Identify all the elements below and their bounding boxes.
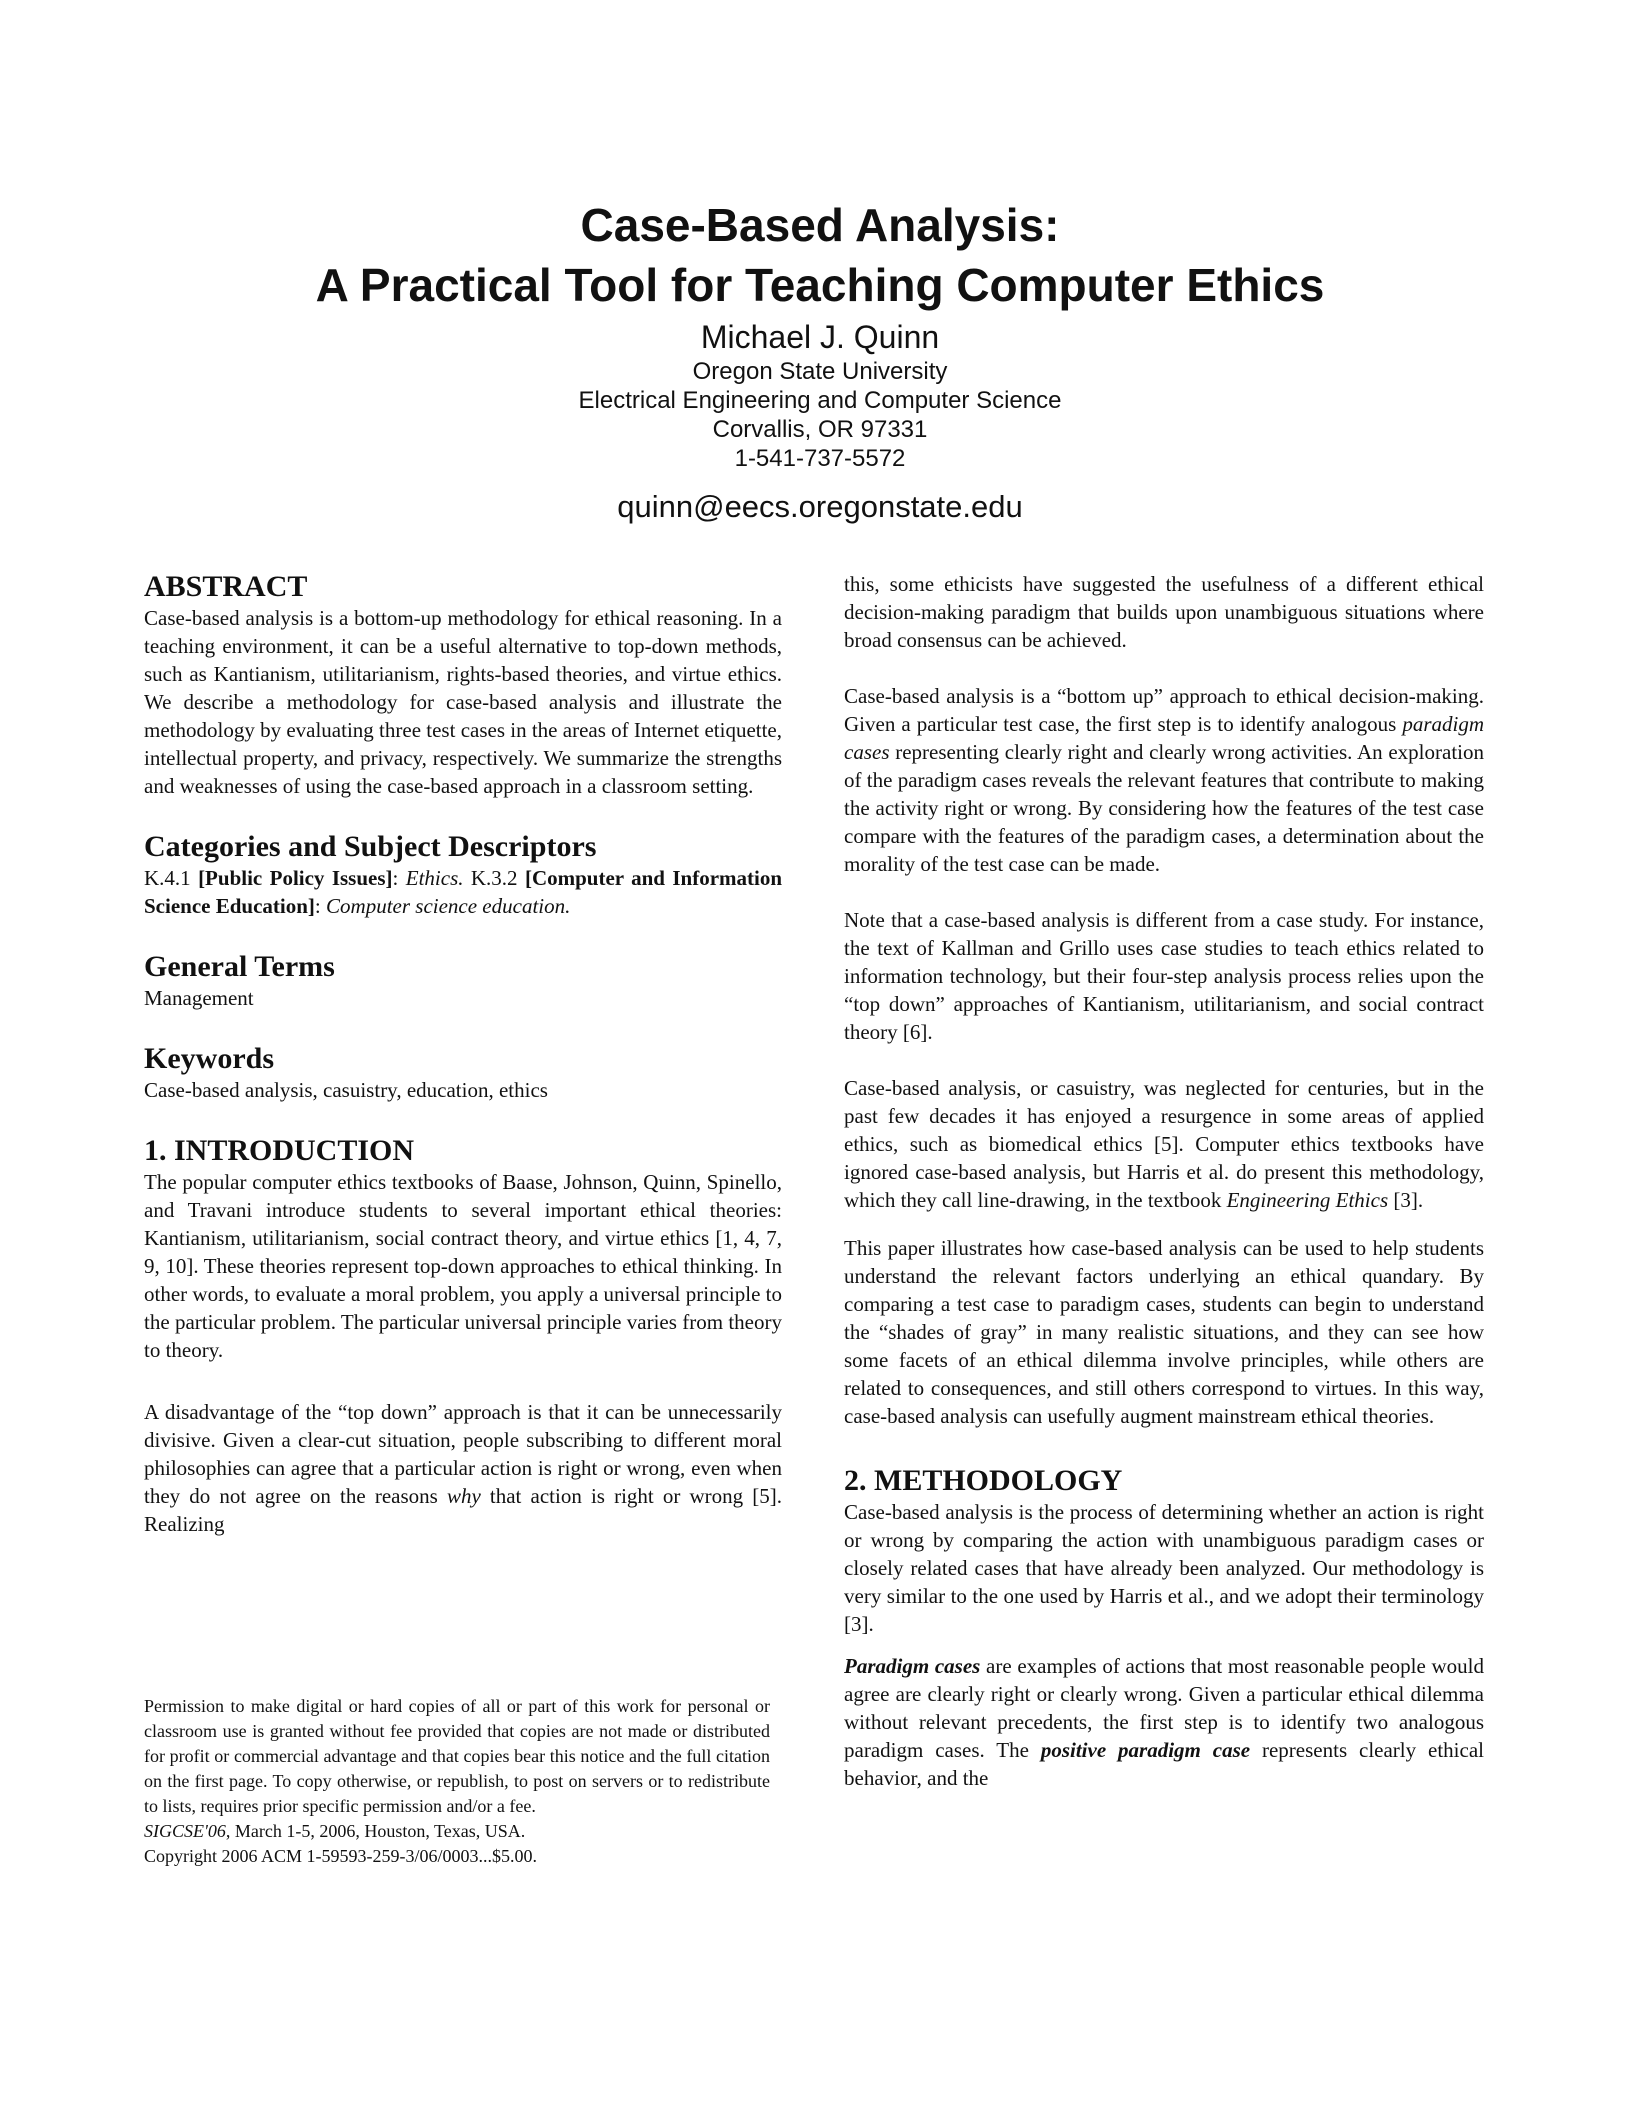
left-column — [144, 570, 782, 1538]
conference-details: , March 1-5, 2006, Houston, Texas, USA. — [225, 1821, 526, 1841]
general-terms-section — [144, 950, 782, 1012]
right-paragraph-4 — [844, 1074, 1484, 1214]
keywords-heading: Keywords — [144, 1042, 274, 1075]
abstract-section — [144, 570, 782, 800]
introduction-paragraph-2-emphasis: why — [446, 1484, 481, 1508]
author-department: Electrical Engineering and Computer Science — [578, 387, 1062, 414]
introduction-heading: 1. INTRODUCTION — [144, 1134, 415, 1167]
introduction-paragraph-2-text-a: A disadvantage of the “top down” approach is that it can be unnecessarily divisive. Given a clear-cut situation, people subscribing to different moral philosophies can agree that a particular action is right or wrong, even when they do not agree on the reasons — [144, 1400, 782, 1508]
methodology-section — [844, 1464, 1484, 1792]
permission-notice — [144, 1694, 770, 1869]
introduction-section — [144, 1134, 782, 1538]
right-paragraph-2-text-b: representing clearly right and clearly wrong activities. An exploration of the paradigm cases reveals the relevant features that contribute to making the activity right or wrong. By considering how the features of the test case compare with the features of the paradigm cases, a determination about the morality of the test case can be made. — [844, 740, 1484, 876]
right-column — [844, 570, 1484, 1792]
category-separator-2: : — [314, 894, 327, 918]
general-terms-text: Management — [144, 986, 254, 1010]
category-label-1: [Public Policy Issues] — [198, 866, 393, 890]
introduction-paragraph-2 — [144, 1398, 782, 1538]
keywords-section — [144, 1042, 782, 1104]
right-paragraph-3: Note that a case-based analysis is different from a case study. For instance, the text of Kallman and Grillo uses case studies to teach ethics related to information technology, but their four-step analysis process relies upon the “top down” approaches of Kantianism, utilitarianism, and social contract theory [6]. — [844, 908, 1484, 1044]
methodology-paragraph-2-text-b: represents clearly ethical behavior, and the — [844, 1738, 1484, 1790]
right-paragraph-5: This paper illustrates how case-based analysis can be used to help students understand the relevant factors underlying an ethical quandary. By comparing a test case to paradigm cases, students can begin to understand the “shades of gray” in many realistic situations, and they can see how some facets of an ethical dilemma involve principles, while others are related to consequences, and still others correspond to virtues. In this way, case-based analysis can usefully augment mainstream ethical theories. — [844, 1236, 1484, 1428]
author-affiliation: Oregon State University — [692, 358, 948, 385]
copyright-line: Copyright 2006 ACM 1-59593-259-3/06/0003...$5.00. — [144, 1846, 538, 1866]
right-paragraph-4-text-a: Case-based analysis, or casuistry, was neglected for centuries, but in the past few decades it has enjoyed a resurgence in some areas of applied ethics, such as biomedical ethics [5]. Computer ethics textbooks have ignored case-based analysis, but Harris et al. do present this methodology, which they call line-drawing, in the textbook — [844, 1076, 1484, 1212]
categories-section — [144, 830, 782, 920]
right-paragraph-2-text-a: Case-based analysis is a “bottom up” approach to ethical decision-making. Given a particular test case, the first step is to identify analogous — [844, 684, 1484, 736]
methodology-paragraph-1: Case-based analysis is the process of determining whether an action is right or wrong by comparing the action with unambiguous paradigm cases or closely related cases that have already been analyzed. Our methodology is very similar to the one used by Harris et al., and we adopt their terminology [3]. — [844, 1500, 1484, 1636]
permission-text: Permission to make digital or hard copies of all or part of this work for personal or classroom use is granted without fee provided that copies are not made or distributed for profit or commercial advantage and that copies bear this notice and the full citation on the first page. To copy otherwise, or republish, to post on servers or to redistribute to lists, requires prior specific permission and/or a fee. — [144, 1696, 770, 1816]
abstract-heading: ABSTRACT — [144, 570, 308, 603]
introduction-paragraph-1: The popular computer ethics textbooks of Baase, Johnson, Quinn, Spinello, and Travani introduce students to several important ethical theories: Kantianism, utilitarianism, social contract theory, and virtue ethics [1, 4, 7, 9, 10]. These theories represent top-down approaches to ethical thinking. In other words, to evaluate a moral problem, you apply a universal principle to the particular problem. The particular universal principle varies from theory to theory. — [144, 1170, 782, 1362]
category-code-2: K.3.2 — [463, 866, 525, 890]
general-terms-heading: General Terms — [144, 950, 335, 983]
abstract-text: Case-based analysis is a bottom-up methodology for ethical reasoning. In a teaching environment, it can be a useful alternative to top-down methods, such as Kantianism, utilitarianism, rights-based theories, and virtue ethics. We describe a methodology for case-based analysis and illustrate the methodology by evaluating three test cases in the areas of Internet etiquette, intellectual property, and privacy, respectively. We summarize the strengths and weaknesses of using the case-based approach in a classroom setting. — [144, 606, 782, 798]
keywords-text: Case-based analysis, casuistry, education, ethics — [144, 1078, 548, 1102]
right-paragraph-2-emphasis: paradigm cases — [844, 712, 1484, 764]
author-phone: 1-541-737-5572 — [734, 445, 906, 472]
paper-title-line-2: A Practical Tool for Teaching Computer Ethics — [315, 259, 1325, 311]
paper-header — [0, 195, 1640, 527]
category-code-1: K.4.1 — [144, 866, 191, 890]
right-paragraph-2 — [844, 682, 1484, 878]
category-item-1: Ethics. — [405, 866, 464, 890]
right-paragraph-4-emphasis: Engineering Ethics — [1226, 1188, 1389, 1212]
introduction-paragraph-2-text-b: that action is right or wrong [5]. Realizing — [144, 1484, 782, 1536]
author-address: Corvallis, OR 97331 — [712, 416, 928, 443]
category-label-2: [Computer and Information Science Education] — [144, 866, 783, 918]
paper-title-line-1: Case-Based Analysis: — [580, 199, 1060, 251]
methodology-heading: 2. METHODOLOGY — [844, 1464, 1123, 1497]
right-paragraph-4-text-b: [3]. — [1388, 1188, 1424, 1212]
author-email[interactable]: quinn@eecs.oregonstate.edu — [617, 489, 1023, 524]
author-name: Michael J. Quinn — [700, 319, 940, 355]
categories-text — [144, 864, 782, 920]
conference-name: SIGCSE'06 — [144, 1821, 226, 1841]
category-separator-1: : — [392, 866, 406, 890]
methodology-term-paradigm-cases: Paradigm cases — [844, 1654, 981, 1678]
methodology-term-positive-paradigm-case: positive paradigm case — [1040, 1738, 1251, 1762]
right-paragraph-1: this, some ethicists have suggested the usefulness of a different ethical decision-making paradigm that builds upon unambiguous situations where broad consensus can be achieved. — [844, 572, 1484, 652]
conference-venue — [144, 1819, 770, 1844]
categories-heading: Categories and Subject Descriptors — [144, 830, 597, 863]
category-item-2: Computer science education. — [326, 894, 571, 918]
methodology-paragraph-2-text-a: are examples of actions that most reasonable people would agree are clearly right or clearly wrong. Given a particular ethical dilemma without relevant precedents, the first step is to identify two analogous paradigm cases. The — [844, 1654, 1484, 1762]
methodology-paragraph-2 — [844, 1652, 1484, 1792]
